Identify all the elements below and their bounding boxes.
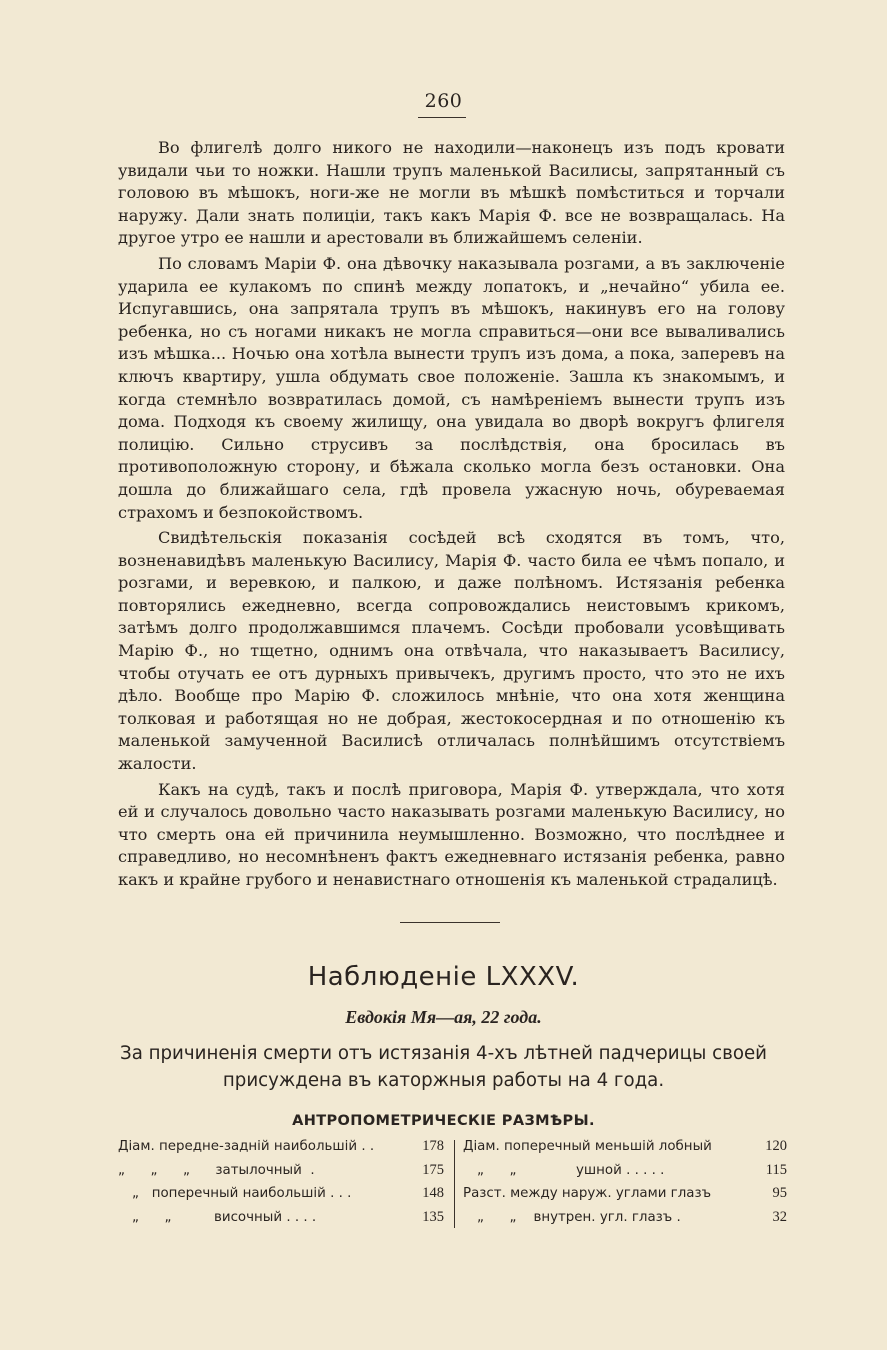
measurement-label: „ „ внутрен. угл. глазъ .	[477, 1209, 681, 1225]
measurement-row	[463, 1138, 787, 1162]
measurement-label: Діам. поперечный меньшій лобный	[463, 1139, 712, 1154]
measurement-label: „ „ „ затылочный .	[118, 1162, 315, 1178]
measurement-row	[463, 1162, 787, 1186]
anthropometric-heading: АНТРОПОМЕТРИЧЕСКІЕ РАЗМѢРЫ.	[292, 1113, 595, 1129]
measurement-value: 32	[772, 1208, 787, 1225]
measurement-value: 135	[422, 1208, 444, 1225]
measurement-row	[463, 1209, 787, 1233]
column-divider	[454, 1140, 455, 1228]
measurement-value: 175	[422, 1161, 444, 1178]
measurement-value: 148	[422, 1185, 444, 1201]
measurement-row	[118, 1209, 444, 1233]
paragraph: Какъ на судѣ, такъ и послѣ приговора, Марія Ф. утверждала, что хотя ей и случалось довольно часто наказывать розгами маленькую Василису, но что смерть она ей причинила неумышленно. Возможно, что послѣднее и справедливо, но несомнѣненъ фактъ ежедневнаго истязанія ребенка, равно какъ и крайне грубого и ненавистнаго отношенія къ маленькой страдалицѣ.	[118, 779, 785, 889]
paragraph: Свидѣтельскія показанія сосѣдей всѣ сходятся въ томъ, что, возненавидѣвъ маленькую Василису, Марія Ф. часто била ее чѣмъ попало, и розгами, и веревкою, и палкою, и даже полѣномъ. Истязанія ребенка повторялись ежедневно, всегда сопровождались неистовымъ крикомъ, затѣмъ долго продолжавшимся плачемъ. Сосѣди пробовали усовѣщивать Марію Ф., но тщетно, однимъ она отвѣчала, что наказываетъ Василису, чтобы отучать ее отъ дурныхъ привычекъ, другимъ просто, что это не ихъ дѣло. Вообще про Марію Ф. сложилось мнѣніе, что она хотя женщина толковая и работящая но не добрая, жестокосердная и по отношенію къ маленькой замученной Василисѣ отличалась полнѣйшимъ отсутствіемъ жалости.	[118, 528, 785, 774]
measurement-label: Разст. между наруж. углами глазъ	[463, 1186, 712, 1201]
measurement-label: Діам. передне-задній наибольшій . .	[118, 1139, 375, 1154]
observation-subject: Евдокія Мя—ая, 22 года.	[345, 1007, 542, 1027]
paragraph: По словамъ Маріи Ф. она дѣвочку наказывала розгами, а въ заключеніе ударила ее кулакомъ по спинѣ между лопатокъ, и „нечайно“ убила ее. Испугавшись, она запрятала трупъ въ мѣшокъ, накинувъ его на голову ребенка, но съ ногами никакъ не могла справиться—они все вываливались изъ мѣшка... Ночью она хотѣла вынести трупъ изъ дома, а пока, заперевъ на ключъ квартиру, ушла обдумать свое положеніе. Зашла къ знакомымъ, и когда стемнѣло возвратилась домой, съ намѣреніемъ вынести трупъ изъ дома. Подходя къ своему жилищу, она увидала во дворѣ вокругъ флигеля полицію. Сильно струсивъ за послѣдствія, она бросилась въ противоположную сторону, и бѣжала сколько могла безъ остановки. Она дошла до ближайшаго села, гдѣ провела ужасную ночь, обуреваемая страхомъ и безпокойствомъ.	[118, 253, 785, 522]
page-number: 260	[424, 90, 463, 112]
paragraph: Во флигелѣ долго никого не находили—наконецъ изъ подъ кровати увидали чьи то ножки. Нашли трупъ маленькой Василисы, запрятанный съ головою въ мѣшокъ, ноги-же не могли въ мѣшкѣ помѣститься и торчали наружу. Дали знать полиціи, такъ какъ Марія Ф. все не возвращалась. На другое утро ее нашли и арестовали въ ближайшемъ селеніи.	[118, 138, 785, 248]
measurements-right-column	[463, 1138, 787, 1232]
measurement-row	[118, 1138, 444, 1162]
sentence-line: За причиненія смерти отъ истязанія 4-хъ лѣтней падчерицы своей	[120, 1043, 767, 1064]
measurement-row	[118, 1185, 444, 1209]
measurement-row	[463, 1185, 787, 1209]
measurement-value: 178	[422, 1138, 444, 1154]
measurement-value: 95	[772, 1185, 787, 1201]
anthropometric-table	[118, 1138, 785, 1232]
section-separator	[400, 922, 500, 923]
observation-title: Наблюденіе LXXXV.	[307, 962, 580, 992]
observation-sentence	[110, 1040, 777, 1094]
measurement-value: 120	[765, 1138, 787, 1154]
sentence-line: присуждена въ каторжныя работы на 4 года.	[222, 1070, 665, 1091]
measurement-value: 115	[765, 1161, 787, 1178]
body-text	[118, 137, 785, 895]
measurement-label: „ поперечный наибольшій . . .	[132, 1186, 352, 1201]
measurement-label: „ „ височный . . . .	[132, 1209, 317, 1225]
measurements-left-column	[118, 1138, 444, 1232]
measurement-label: „ „ ушной . . . . .	[477, 1162, 665, 1178]
page-number-rule	[418, 117, 466, 118]
measurement-row	[118, 1162, 444, 1186]
